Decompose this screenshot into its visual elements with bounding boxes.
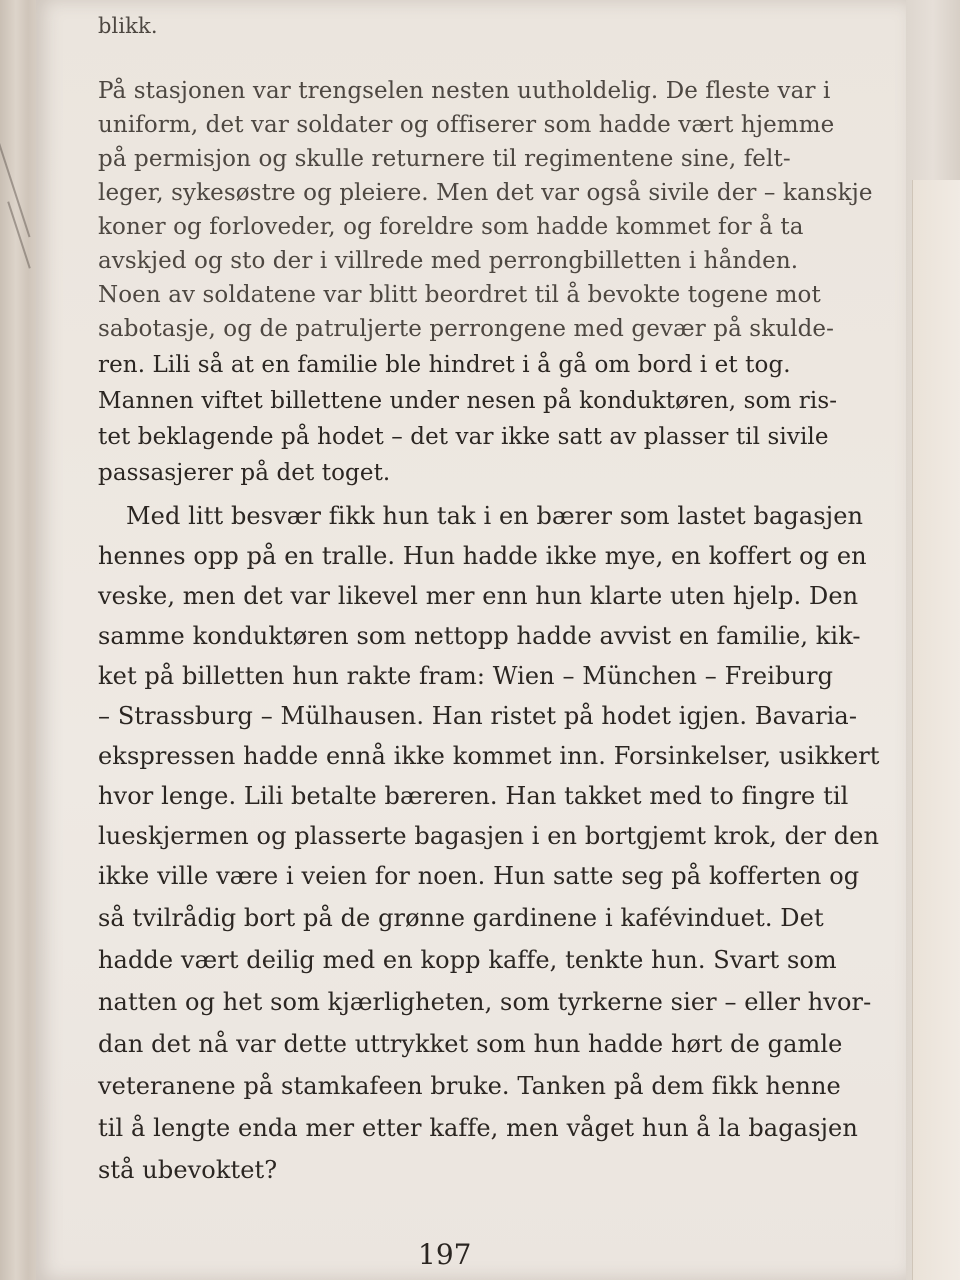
text-line: hennes opp på en tralle. Hun hadde ikke mye, en koffert og en [98, 542, 867, 570]
text-line: på permisjon og skulle returnere til regimentene sine, felt- [98, 146, 791, 172]
text-line: dan det nå var dette uttrykket som hun hadde hørt de gamle [98, 1030, 843, 1058]
text-line: hvor lenge. Lili betalte bæreren. Han takket med to fingre til [98, 782, 849, 810]
text-line: stå ubevoktet? [98, 1156, 278, 1184]
book-left-edge [0, 0, 40, 1280]
text-line: Noen av soldatene var blitt beordret til å bevokte togene mot [98, 282, 821, 308]
text-line: ren. Lili så at en familie ble hindret i å gå om bord i et tog. [98, 352, 791, 378]
text-line: veteranene på stamkafeen bruke. Tanken på dem fikk henne [98, 1072, 841, 1100]
text-line: ekspressen hadde ennå ikke kommet inn. Forsinkelser, usikkert [98, 742, 880, 770]
text-line: ket på billetten hun rakte fram: Wien – München – Freiburg [98, 662, 834, 690]
text-line: lueskjermen og plasserte bagasjen i en bortgjemt krok, der den [98, 822, 880, 850]
text-line: passasjerer på det toget. [98, 460, 391, 486]
text-line: sabotasje, og de patruljerte perrongene med gevær på skulde- [98, 316, 835, 342]
text-line: Med litt besvær fikk hun tak i en bærer som lastet bagasjen [126, 502, 864, 530]
text-line: – Strassburg – Mülhausen. Han ristet på hodet igjen. Bavaria- [98, 702, 858, 730]
text-line: så tvilrådig bort på de grønne gardinene i kafévinduet. Det [98, 904, 824, 932]
text-line: veske, men det var likevel mer enn hun klarte uten hjelp. Den [98, 582, 859, 610]
text-line: Mannen viftet billettene under nesen på konduktøren, som ris- [98, 388, 838, 414]
text-line: til å lengte enda mer etter kaffe, men våget hun å la bagasjen [98, 1114, 858, 1142]
text-line: uniform, det var soldater og offiserer som hadde vært hjemme [98, 112, 835, 138]
text-line: ikke ville være i veien for noen. Hun satte seg på kofferten og [98, 862, 860, 890]
book-page [36, 0, 906, 1280]
text-line: hadde vært deilig med en kopp kaffe, tenkte hun. Svart som [98, 946, 837, 974]
text-line: tet beklagende på hodet – det var ikke satt av plasser til sivile [98, 424, 829, 450]
text-line: På stasjonen var trengselen nesten uutholdelig. De fleste var i [98, 78, 831, 104]
top-fragment: blikk. [98, 14, 158, 38]
text-line: avskjed og sto der i villrede med perrongbilletten i hånden. [98, 248, 799, 274]
text-line: leger, sykesøstre og pleiere. Men det var også sivile der – kanskje [98, 180, 873, 206]
text-line: koner og forloveder, og foreldre som hadde kommet for å ta [98, 214, 804, 240]
underlying-page-edge [912, 180, 960, 1280]
text-line: natten og het som kjærligheten, som tyrkerne sier – eller hvor- [98, 988, 872, 1016]
page-number: 197 [418, 1238, 472, 1271]
text-line: samme konduktøren som nettopp hadde avvist en familie, kik- [98, 622, 861, 650]
